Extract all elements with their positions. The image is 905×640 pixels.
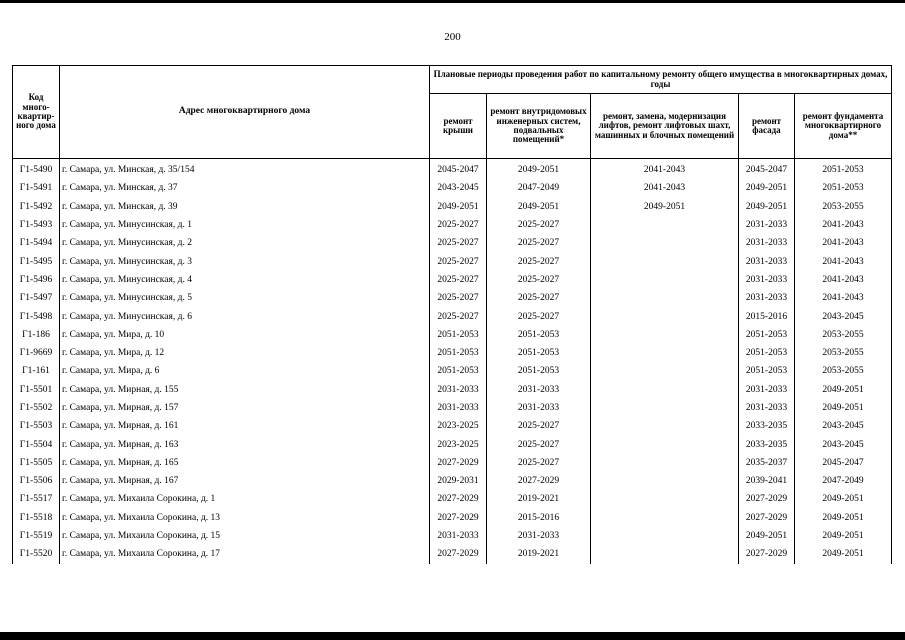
table-row: [13, 490, 892, 508]
foundation-period-cell: 2049-2051: [822, 494, 864, 505]
lifts-period-cell: [591, 417, 739, 435]
roof-period-cell: 2025-2027: [437, 274, 479, 285]
house-code-cell: Г1-5490: [19, 165, 53, 176]
table-row: [13, 252, 892, 270]
facade-period-cell: 2049-2051: [745, 531, 788, 542]
address-cell: г. Самара, ул. Минусинская, д. 4: [62, 274, 192, 285]
address-cell: г. Самара, ул. Минская, д. 39: [62, 201, 178, 212]
column-rule: [59, 159, 60, 564]
house-code-cell: Г1-5493: [19, 220, 53, 231]
table-row: [13, 159, 892, 180]
lifts-period-cell: [591, 435, 739, 453]
facade-period-cell: 2045-2047: [745, 165, 788, 176]
address-cell: г. Самара, ул. Мирная, д. 161: [62, 421, 179, 432]
table-row: [13, 472, 892, 490]
foundation-period-cell: 2041-2043: [822, 256, 864, 267]
systems-period-cell: 2025-2027: [517, 220, 560, 231]
foundation-period-cell: 2045-2047: [822, 457, 864, 468]
address-cell: г. Самара, ул. Мира, д. 10: [62, 329, 165, 340]
systems-period-cell: 2025-2027: [517, 311, 560, 322]
lifts-period-cell: [591, 490, 739, 508]
facade-period-cell: 2027-2029: [745, 512, 788, 523]
foundation-period-cell: 2051-2053: [822, 183, 864, 194]
systems-period-cell: 2047-2049: [517, 183, 560, 194]
foundation-period-cell: 2053-2055: [822, 201, 864, 212]
systems-period-cell: 2031-2033: [517, 403, 560, 413]
facade-period-cell: 2051-2053: [745, 348, 788, 359]
facade-period-cell: 2051-2053: [745, 329, 788, 340]
address-cell: г. Самара, ул. Минусинская, д. 6: [62, 311, 192, 322]
roof-period-cell: 2023-2025: [437, 439, 479, 450]
table-row: [13, 179, 892, 197]
foundation-period-cell: 2041-2043: [822, 220, 864, 231]
foundation-period-cell: 2053-2055: [822, 329, 864, 340]
roof-period-cell: 2051-2053: [437, 366, 479, 377]
systems-period-cell: 2049-2051: [517, 201, 560, 212]
table-row: [13, 509, 892, 527]
roof-period-cell: 2029-2031: [437, 476, 479, 487]
lifts-period-cell: [591, 271, 739, 289]
house-code-cell: Г1-5491: [19, 183, 53, 194]
roof-period-cell: 2025-2027: [437, 220, 479, 231]
facade-period-cell: 2051-2053: [745, 366, 788, 377]
foundation-period-cell: 2047-2049: [822, 476, 864, 487]
table-row: [13, 234, 892, 252]
table-row: [13, 326, 892, 344]
column-rule: [891, 159, 892, 564]
foundation-period-cell: 2053-2055: [822, 366, 864, 377]
table-row: [13, 435, 892, 453]
foundation-period-cell: 2043-2045: [822, 439, 864, 450]
lifts-period-cell: [591, 362, 739, 380]
house-code-cell: Г1-5494: [19, 238, 53, 249]
facade-period-cell: 2039-2041: [745, 476, 788, 487]
house-code-cell: Г1-9669: [19, 348, 53, 359]
facade-period-cell: 2033-2035: [745, 439, 788, 450]
header-periods-group: Плановые периоды проведения работ по капитальному ремонту общего имущества в многоквартирных домах, годы: [430, 66, 892, 94]
systems-period-cell: 2025-2027: [517, 256, 560, 267]
address-cell: г. Самара, ул. Мирная, д. 167: [62, 476, 179, 487]
roof-period-cell: 2027-2029: [437, 494, 479, 505]
repair-schedule-table: [12, 65, 892, 564]
facade-period-cell: 2031-2033: [745, 256, 788, 267]
systems-period-cell: 2031-2033: [517, 384, 560, 395]
lifts-period-cell: 2041-2043: [643, 183, 686, 194]
systems-period-cell: 2019-2021: [517, 494, 560, 505]
house-code-cell: Г1-5520: [19, 549, 53, 560]
facade-period-cell: 2015-2016: [745, 311, 788, 322]
systems-period-cell: 2025-2027: [517, 457, 560, 468]
systems-period-cell: 2051-2053: [517, 366, 560, 377]
roof-period-cell: 2027-2029: [437, 457, 479, 468]
table-row: [13, 216, 892, 234]
facade-period-cell: 2031-2033: [745, 384, 788, 395]
column-rule: [429, 159, 430, 564]
house-code-cell: Г1-5504: [19, 439, 53, 450]
lifts-period-cell: [591, 252, 739, 270]
facade-period-cell: 2031-2033: [745, 274, 788, 285]
house-code-cell: Г1-5506: [19, 476, 53, 487]
foundation-period-cell: 2049-2051: [822, 512, 864, 523]
foundation-period-cell: 2043-2045: [822, 421, 864, 432]
foundation-period-cell: 2049-2051: [822, 403, 864, 413]
column-rule: [590, 159, 591, 564]
facade-period-cell: 2049-2051: [745, 201, 788, 212]
facade-period-cell: 2035-2037: [745, 457, 788, 468]
systems-period-cell: 2025-2027: [517, 439, 560, 450]
roof-period-cell: 2031-2033: [437, 531, 479, 542]
table-row: [13, 545, 892, 563]
table-row: [13, 344, 892, 362]
column-rule: [486, 159, 487, 564]
house-code-cell: Г1-5495: [19, 256, 53, 267]
foundation-period-cell: 2043-2045: [822, 311, 864, 322]
foundation-period-cell: 2049-2051: [822, 384, 864, 395]
address-cell: г. Самара, ул. Михаила Сорокина, д. 1: [62, 494, 216, 505]
house-code-cell: Г1-5505: [19, 457, 53, 468]
systems-period-cell: 2025-2027: [517, 293, 560, 304]
house-code-cell: Г1-5519: [19, 531, 53, 542]
lifts-period-cell: [591, 216, 739, 234]
house-code-cell: Г1-5518: [19, 512, 53, 523]
address-cell: г. Самара, ул. Михаила Сорокина, д. 15: [62, 531, 221, 542]
roof-period-cell: 2031-2033: [437, 403, 479, 413]
systems-period-cell: 2015-2016: [517, 512, 560, 523]
systems-period-cell: 2025-2027: [517, 238, 560, 249]
address-cell: г. Самара, ул. Мира, д. 12: [62, 348, 165, 359]
header-address: Адрес многоквартирного дома: [60, 66, 430, 159]
roof-period-cell: 2045-2047: [437, 165, 479, 176]
column-rule: [738, 159, 739, 564]
lifts-period-cell: [591, 381, 739, 399]
address-cell: г. Самара, ул. Минусинская, д. 2: [62, 238, 192, 249]
bottom-border: [0, 632, 905, 640]
facade-period-cell: 2027-2029: [745, 549, 788, 560]
systems-period-cell: 2025-2027: [517, 274, 560, 285]
house-code-cell: Г1-5492: [19, 201, 53, 212]
house-code-cell: Г1-161: [22, 366, 50, 377]
systems-period-cell: 2051-2053: [517, 348, 560, 359]
roof-period-cell: 2031-2033: [437, 384, 479, 395]
house-code-cell: Г1-5517: [19, 494, 53, 505]
lifts-period-cell: [591, 326, 739, 344]
house-code-cell: Г1-5497: [19, 293, 53, 304]
lifts-period-cell: [591, 454, 739, 472]
table-row: [13, 399, 892, 417]
house-code-cell: Г1-5501: [19, 384, 53, 395]
lifts-period-cell: [591, 472, 739, 490]
roof-period-cell: 2025-2027: [437, 238, 479, 249]
lifts-period-cell: 2049-2051: [643, 201, 686, 212]
address-cell: г. Самара, ул. Минская, д. 37: [62, 183, 178, 194]
facade-period-cell: 2033-2035: [745, 421, 788, 432]
facade-period-cell: 2031-2033: [745, 403, 788, 413]
foundation-period-cell: 2041-2043: [822, 274, 864, 285]
header-facade: ремонт фасада: [739, 94, 795, 159]
column-rule: [794, 159, 795, 564]
lifts-period-cell: 2041-2043: [643, 165, 686, 176]
table-row: [13, 527, 892, 545]
facade-period-cell: 2031-2033: [745, 220, 788, 231]
roof-period-cell: 2051-2053: [437, 348, 479, 359]
roof-period-cell: 2023-2025: [437, 421, 479, 432]
house-code-cell: Г1-186: [22, 329, 50, 340]
facade-period-cell: 2031-2033: [745, 293, 788, 304]
header-foundation: ремонт фундамента многоквартирного дома**: [795, 94, 892, 159]
roof-period-cell: 2027-2029: [437, 549, 479, 560]
address-cell: г. Самара, ул. Михаила Сорокина, д. 13: [62, 512, 221, 523]
lifts-period-cell: [591, 527, 739, 545]
house-code-cell: Г1-5503: [19, 421, 53, 432]
header-systems: ремонт внутридомовых инженерных систем, подвальных помещений*: [487, 94, 591, 159]
foundation-period-cell: 2041-2043: [822, 238, 864, 249]
table-row: [13, 289, 892, 307]
lifts-period-cell: [591, 289, 739, 307]
table-row: [13, 417, 892, 435]
lifts-period-cell: [591, 234, 739, 252]
address-cell: г. Самара, ул. Мирная, д. 157: [62, 403, 179, 413]
table-row: [13, 271, 892, 289]
address-cell: г. Самара, ул. Мира, д. 6: [62, 366, 160, 377]
roof-period-cell: 2051-2053: [437, 329, 479, 340]
foundation-period-cell: 2051-2053: [822, 165, 864, 176]
foundation-period-cell: 2041-2043: [822, 293, 864, 304]
address-cell: г. Самара, ул. Михаила Сорокина, д. 17: [62, 549, 221, 560]
top-border: [0, 0, 905, 3]
column-rule: [12, 159, 13, 564]
house-code-cell: Г1-5498: [19, 311, 53, 322]
roof-period-cell: 2025-2027: [437, 311, 479, 322]
table-row: [13, 381, 892, 399]
roof-period-cell: 2027-2029: [437, 512, 479, 523]
roof-period-cell: 2043-2045: [437, 183, 479, 194]
table-row: [13, 454, 892, 472]
facade-period-cell: 2049-2051: [745, 183, 788, 194]
roof-period-cell: 2025-2027: [437, 293, 479, 304]
lifts-period-cell: [591, 344, 739, 362]
roof-period-cell: 2025-2027: [437, 256, 479, 267]
lifts-period-cell: [591, 509, 739, 527]
address-cell: г. Самара, ул. Минская, д. 35/154: [62, 165, 195, 176]
address-cell: г. Самара, ул. Минусинская, д. 1: [62, 220, 192, 231]
lifts-period-cell: [591, 307, 739, 325]
roof-period-cell: 2049-2051: [437, 201, 479, 212]
address-cell: г. Самара, ул. Мирная, д. 165: [62, 457, 179, 468]
house-code-cell: Г1-5502: [19, 403, 53, 413]
systems-period-cell: 2051-2053: [517, 329, 560, 340]
facade-period-cell: 2027-2029: [745, 494, 788, 505]
table-row: [13, 307, 892, 325]
address-cell: г. Самара, ул. Минусинская, д. 5: [62, 293, 192, 304]
address-cell: г. Самара, ул. Мирная, д. 155: [62, 384, 179, 395]
address-cell: г. Самара, ул. Минусинская, д. 3: [62, 256, 192, 267]
header-code: Код много-квартир-ного дома: [13, 66, 60, 159]
house-code-cell: Г1-5496: [19, 274, 53, 285]
systems-period-cell: 2025-2027: [517, 421, 560, 432]
page-number: 200: [444, 31, 461, 43]
systems-period-cell: 2049-2051: [517, 165, 560, 176]
foundation-period-cell: 2049-2051: [822, 549, 864, 560]
address-cell: г. Самара, ул. Мирная, д. 163: [62, 439, 179, 450]
header-roof: ремонт крыши: [430, 94, 487, 159]
lifts-period-cell: [591, 545, 739, 563]
header-lifts: ремонт, замена, модернизация лифтов, ремонт лифтовых шахт, машинных и блочных помещений: [591, 94, 739, 159]
table-row: [13, 198, 892, 216]
table-row: [13, 362, 892, 380]
foundation-period-cell: 2049-2051: [822, 531, 864, 542]
lifts-period-cell: [591, 399, 739, 417]
systems-period-cell: 2027-2029: [517, 476, 560, 487]
systems-period-cell: 2019-2021: [517, 549, 560, 560]
facade-period-cell: 2031-2033: [745, 238, 788, 249]
systems-period-cell: 2031-2033: [517, 531, 560, 542]
foundation-period-cell: 2053-2055: [822, 348, 864, 359]
